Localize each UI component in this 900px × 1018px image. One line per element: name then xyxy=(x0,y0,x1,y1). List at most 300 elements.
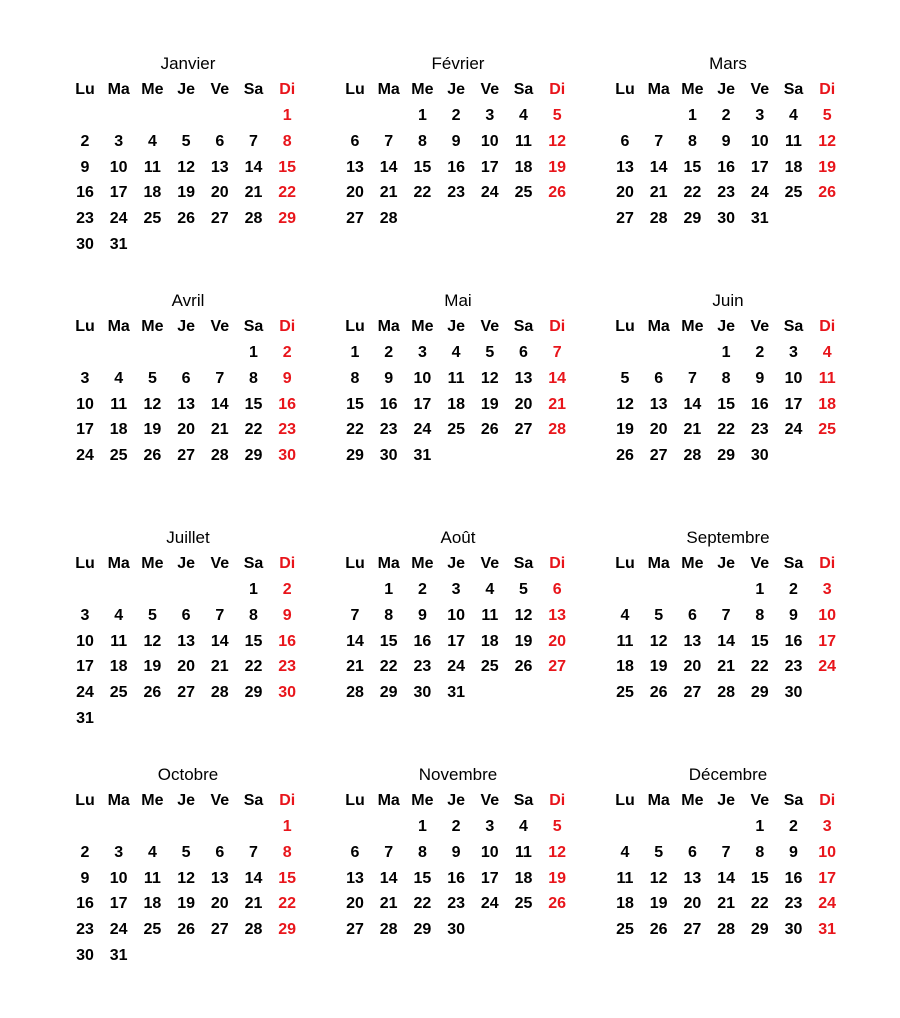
day-cell: 8 xyxy=(417,843,427,861)
day-cell: 3 xyxy=(485,107,495,124)
day-cell: 31 xyxy=(76,710,94,727)
day-cell: 8 xyxy=(350,369,360,387)
day-cell: 21 xyxy=(346,658,364,676)
weekday-label: Me xyxy=(141,555,164,572)
day-cell: 7 xyxy=(384,132,394,150)
day-cell: 1 xyxy=(249,344,258,361)
day-cell: 21 xyxy=(210,421,229,439)
day-cell: 5 xyxy=(485,344,495,361)
day-cell: 26 xyxy=(143,447,162,465)
day-cell-sunday: 7 xyxy=(552,344,562,361)
day-cell: 28 xyxy=(717,921,735,939)
day-cell: 10 xyxy=(480,843,499,861)
month-title: Mai xyxy=(444,291,472,310)
weekday-label: Me xyxy=(411,318,434,335)
day-cell: 26 xyxy=(177,210,195,228)
weekday-label: Me xyxy=(681,555,704,572)
day-cell: 27 xyxy=(616,210,634,228)
day-cell: 2 xyxy=(451,107,461,124)
day-cell: 24 xyxy=(784,421,803,439)
day-cell: 2 xyxy=(789,818,798,835)
day-cell: 4 xyxy=(114,369,124,387)
day-cell: 29 xyxy=(750,684,769,702)
day-cell: 6 xyxy=(350,132,360,150)
weekday-label: Di xyxy=(549,81,566,98)
weekday-label: Ve xyxy=(480,555,500,572)
day-cell: 19 xyxy=(177,895,195,913)
day-cell: 15 xyxy=(244,632,263,650)
day-cell: 5 xyxy=(181,132,191,150)
weekday-label: Ve xyxy=(750,318,770,335)
day-cell: 25 xyxy=(616,921,634,939)
weekday-label: Ma xyxy=(647,81,670,98)
day-cell: 19 xyxy=(649,895,668,913)
day-cell-sunday: 15 xyxy=(278,869,297,887)
weekday-label: Ma xyxy=(107,81,130,98)
day-cell: 13 xyxy=(177,395,195,413)
day-cell: 5 xyxy=(620,369,630,387)
day-cell: 13 xyxy=(683,632,702,650)
weekday-label: Je xyxy=(447,318,465,335)
day-cell: 10 xyxy=(76,632,94,650)
weekday-label: Di xyxy=(819,555,836,572)
day-cell-sunday: 5 xyxy=(552,107,562,124)
day-cell: 3 xyxy=(80,606,90,624)
day-cell: 23 xyxy=(784,895,803,913)
weekday-label: Ma xyxy=(377,792,400,809)
month-title: Août xyxy=(440,528,476,547)
day-cell: 9 xyxy=(80,158,90,176)
weekday-label: Ma xyxy=(107,555,130,572)
day-cell: 31 xyxy=(750,210,769,228)
weekday-label: Sa xyxy=(513,81,534,98)
day-cell-sunday: 6 xyxy=(552,581,562,598)
month-title: Novembre xyxy=(418,765,498,784)
weekday-label: Je xyxy=(447,792,465,809)
day-cell: 19 xyxy=(616,421,634,439)
weekday-label: Sa xyxy=(783,555,804,572)
weekday-label: Je xyxy=(717,81,735,98)
day-cell: 29 xyxy=(750,921,769,939)
weekday-label: Me xyxy=(681,81,704,98)
day-cell: 4 xyxy=(789,107,798,124)
day-cell-sunday: 22 xyxy=(278,184,297,202)
day-cell-sunday: 3 xyxy=(822,818,832,835)
day-cell-sunday: 23 xyxy=(278,421,297,439)
day-cell: 28 xyxy=(379,921,398,939)
day-cell: 26 xyxy=(143,684,162,702)
day-cell: 24 xyxy=(413,421,432,439)
weekday-label: Je xyxy=(717,792,735,809)
day-cell: 12 xyxy=(143,395,162,413)
day-cell: 7 xyxy=(249,132,258,150)
day-cell: 30 xyxy=(76,947,94,964)
day-cell: 5 xyxy=(147,369,157,387)
day-cell: 26 xyxy=(177,921,195,939)
day-cell: 26 xyxy=(616,447,634,465)
day-cell: 13 xyxy=(210,869,229,887)
weekday-label: Ve xyxy=(480,792,500,809)
day-cell: 29 xyxy=(346,447,364,465)
day-cell: 20 xyxy=(683,895,702,913)
month-title: Février xyxy=(431,54,485,73)
day-cell: 11 xyxy=(616,632,634,650)
day-cell: 4 xyxy=(485,581,495,598)
weekday-label: Je xyxy=(447,81,465,98)
day-cell: 16 xyxy=(379,395,398,413)
day-cell: 29 xyxy=(413,921,432,939)
day-cell: 18 xyxy=(784,158,803,176)
day-cell: 21 xyxy=(210,658,229,676)
day-cell-sunday: 25 xyxy=(818,421,837,439)
day-cell: 29 xyxy=(379,684,398,702)
weekday-label: Ve xyxy=(210,792,230,809)
day-cell: 23 xyxy=(76,921,94,939)
day-cell: 26 xyxy=(480,421,499,439)
day-cell: 9 xyxy=(80,869,90,887)
day-cell: 16 xyxy=(784,632,803,650)
day-cell: 15 xyxy=(413,869,432,887)
day-cell-sunday: 9 xyxy=(282,606,292,624)
day-cell-sunday: 10 xyxy=(818,843,837,861)
day-cell: 27 xyxy=(683,921,702,939)
day-cell: 21 xyxy=(717,658,735,676)
day-cell-sunday: 20 xyxy=(548,632,567,650)
day-cell: 7 xyxy=(721,843,731,861)
weekday-label: Lu xyxy=(345,318,365,335)
day-cell: 15 xyxy=(683,158,702,176)
day-cell: 26 xyxy=(514,658,533,676)
weekday-label: Lu xyxy=(75,81,95,98)
weekday-label: Me xyxy=(681,318,704,335)
day-cell: 30 xyxy=(750,447,769,465)
day-cell: 30 xyxy=(379,447,398,465)
day-cell: 22 xyxy=(413,184,432,202)
day-cell: 13 xyxy=(346,869,364,887)
weekday-label: Sa xyxy=(513,792,534,809)
weekday-label: Je xyxy=(177,792,195,809)
day-cell: 20 xyxy=(649,421,668,439)
day-cell: 13 xyxy=(346,158,364,176)
day-cell: 22 xyxy=(750,658,769,676)
day-cell-sunday: 9 xyxy=(282,369,292,387)
weekday-label: Je xyxy=(177,81,195,98)
day-cell: 12 xyxy=(649,869,668,887)
day-cell: 9 xyxy=(721,132,731,150)
day-cell: 13 xyxy=(616,158,634,176)
weekday-label: Ma xyxy=(647,555,670,572)
day-cell-sunday: 8 xyxy=(282,132,292,150)
day-cell-sunday: 28 xyxy=(548,421,567,439)
day-cell: 28 xyxy=(244,210,263,228)
day-cell: 15 xyxy=(750,869,769,887)
day-cell: 21 xyxy=(649,184,668,202)
day-cell: 1 xyxy=(350,344,360,361)
day-cell: 8 xyxy=(417,132,427,150)
month-title: Janvier xyxy=(160,54,216,73)
weekday-label: Lu xyxy=(75,555,95,572)
day-cell: 7 xyxy=(654,132,664,150)
weekday-label: Di xyxy=(279,792,296,809)
day-cell-sunday: 30 xyxy=(278,684,297,702)
weekday-label: Me xyxy=(681,792,704,809)
day-cell: 3 xyxy=(451,581,461,598)
day-cell: 2 xyxy=(721,107,731,124)
day-cell: 6 xyxy=(687,606,697,624)
day-cell: 17 xyxy=(750,158,769,176)
day-cell: 9 xyxy=(789,843,798,861)
day-cell: 16 xyxy=(76,895,94,913)
weekday-label: Ve xyxy=(210,555,230,572)
day-cell: 6 xyxy=(215,843,225,861)
day-cell: 11 xyxy=(515,132,532,150)
day-cell: 1 xyxy=(687,107,697,124)
day-cell: 28 xyxy=(210,684,229,702)
day-cell-sunday: 27 xyxy=(548,658,567,676)
day-cell: 19 xyxy=(177,184,195,202)
day-cell: 20 xyxy=(210,184,229,202)
day-cell: 7 xyxy=(687,369,697,387)
day-cell: 9 xyxy=(451,132,461,150)
day-cell: 7 xyxy=(350,606,360,624)
day-cell: 14 xyxy=(683,395,702,413)
day-cell-sunday: 22 xyxy=(278,895,297,913)
day-cell: 28 xyxy=(649,210,668,228)
weekday-label: Lu xyxy=(615,792,635,809)
day-cell: 10 xyxy=(447,606,465,624)
month-title: Décembre xyxy=(688,765,768,784)
day-cell: 6 xyxy=(519,344,528,361)
day-cell: 14 xyxy=(244,158,263,176)
day-cell-sunday: 31 xyxy=(818,921,837,939)
day-cell: 20 xyxy=(683,658,702,676)
month-title: Avril xyxy=(171,291,205,310)
day-cell: 1 xyxy=(755,581,765,598)
day-cell: 11 xyxy=(785,132,802,150)
day-cell: 16 xyxy=(447,158,465,176)
day-cell: 11 xyxy=(110,395,128,413)
day-cell: 6 xyxy=(654,369,664,387)
day-cell: 15 xyxy=(379,632,398,650)
day-cell-sunday: 23 xyxy=(278,658,297,676)
day-cell: 7 xyxy=(721,606,731,624)
day-cell: 25 xyxy=(514,895,533,913)
day-cell: 29 xyxy=(244,447,263,465)
weekday-label: Sa xyxy=(243,318,264,335)
day-cell: 1 xyxy=(755,818,765,835)
day-cell: 19 xyxy=(143,658,162,676)
day-cell: 23 xyxy=(447,184,465,202)
weekday-label: Ve xyxy=(210,81,230,98)
day-cell-sunday: 19 xyxy=(548,869,567,887)
day-cell: 10 xyxy=(480,132,499,150)
day-cell: 22 xyxy=(379,658,398,676)
day-cell: 10 xyxy=(784,369,803,387)
day-cell: 12 xyxy=(514,606,533,624)
day-cell: 13 xyxy=(514,369,533,387)
day-cell: 28 xyxy=(379,210,398,228)
day-cell-sunday: 24 xyxy=(818,658,837,676)
day-cell: 16 xyxy=(76,184,94,202)
day-cell: 27 xyxy=(210,210,229,228)
day-cell-sunday: 14 xyxy=(548,369,567,387)
day-cell: 25 xyxy=(143,210,162,228)
day-cell: 3 xyxy=(417,344,427,361)
day-cell: 8 xyxy=(249,606,258,624)
day-cell: 8 xyxy=(687,132,697,150)
day-cell: 3 xyxy=(485,818,495,835)
day-cell: 14 xyxy=(210,395,229,413)
day-cell: 17 xyxy=(109,895,128,913)
day-cell: 12 xyxy=(177,158,195,176)
day-cell: 26 xyxy=(649,684,668,702)
day-cell: 17 xyxy=(413,395,432,413)
day-cell: 4 xyxy=(147,132,157,150)
day-cell: 25 xyxy=(514,184,533,202)
day-cell: 9 xyxy=(451,843,461,861)
day-cell: 27 xyxy=(177,684,195,702)
day-cell-sunday: 19 xyxy=(548,158,567,176)
day-cell: 9 xyxy=(417,606,427,624)
day-cell: 30 xyxy=(413,684,432,702)
day-cell: 20 xyxy=(177,658,195,676)
day-cell: 4 xyxy=(519,818,528,835)
day-cell: 23 xyxy=(750,421,769,439)
day-cell: 2 xyxy=(451,818,461,835)
day-cell: 18 xyxy=(143,184,162,202)
day-cell-sunday: 18 xyxy=(818,395,837,413)
day-cell: 3 xyxy=(80,369,90,387)
day-cell: 31 xyxy=(109,236,128,253)
weekday-label: Me xyxy=(411,555,434,572)
weekday-label: Sa xyxy=(783,792,804,809)
day-cell: 6 xyxy=(350,843,360,861)
day-cell-sunday: 1 xyxy=(282,818,292,835)
day-cell: 21 xyxy=(379,184,398,202)
day-cell: 18 xyxy=(616,658,634,676)
day-cell: 27 xyxy=(683,684,702,702)
weekday-label: Di xyxy=(279,555,296,572)
weekday-label: Lu xyxy=(75,318,95,335)
day-cell: 10 xyxy=(750,132,769,150)
day-cell: 14 xyxy=(379,158,398,176)
day-cell: 21 xyxy=(379,895,398,913)
day-cell: 21 xyxy=(717,895,735,913)
day-cell: 3 xyxy=(114,132,124,150)
day-cell: 16 xyxy=(413,632,432,650)
day-cell: 4 xyxy=(519,107,528,124)
day-cell: 11 xyxy=(447,369,465,387)
day-cell: 7 xyxy=(215,369,225,387)
day-cell: 24 xyxy=(447,658,465,676)
day-cell: 8 xyxy=(384,606,394,624)
day-cell: 17 xyxy=(784,395,803,413)
day-cell: 3 xyxy=(114,843,124,861)
day-cell: 21 xyxy=(683,421,702,439)
day-cell: 16 xyxy=(784,869,803,887)
day-cell: 25 xyxy=(109,447,128,465)
day-cell: 24 xyxy=(76,684,94,702)
day-cell: 4 xyxy=(451,344,461,361)
day-cell-sunday: 12 xyxy=(548,132,567,150)
day-cell-sunday: 5 xyxy=(552,818,562,835)
day-cell: 2 xyxy=(384,344,394,361)
weekday-label: Je xyxy=(717,555,735,572)
weekday-label: Me xyxy=(141,792,164,809)
day-cell: 17 xyxy=(480,869,499,887)
day-cell: 18 xyxy=(447,395,465,413)
day-cell: 14 xyxy=(210,632,229,650)
day-cell-sunday: 29 xyxy=(278,921,297,939)
day-cell: 25 xyxy=(616,684,634,702)
day-cell: 24 xyxy=(750,184,769,202)
weekday-label: Sa xyxy=(783,318,804,335)
day-cell: 7 xyxy=(384,843,394,861)
day-cell: 7 xyxy=(215,606,225,624)
day-cell: 1 xyxy=(417,818,427,835)
weekday-label: Je xyxy=(447,555,465,572)
day-cell: 15 xyxy=(346,395,364,413)
weekday-label: Ve xyxy=(750,792,770,809)
day-cell: 13 xyxy=(210,158,229,176)
day-cell: 12 xyxy=(649,632,668,650)
weekday-label: Sa xyxy=(783,81,804,98)
day-cell: 9 xyxy=(755,369,765,387)
day-cell: 8 xyxy=(755,606,765,624)
day-cell: 30 xyxy=(447,921,465,939)
day-cell: 30 xyxy=(717,210,735,228)
day-cell: 10 xyxy=(109,158,128,176)
weekday-label: Lu xyxy=(615,318,635,335)
weekday-label: Sa xyxy=(243,792,264,809)
day-cell: 14 xyxy=(346,632,364,650)
day-cell: 19 xyxy=(480,395,499,413)
day-cell: 22 xyxy=(683,184,702,202)
day-cell: 12 xyxy=(143,632,162,650)
day-cell-sunday: 26 xyxy=(548,184,567,202)
weekday-label: Ma xyxy=(107,792,130,809)
day-cell: 10 xyxy=(109,869,128,887)
day-cell: 15 xyxy=(717,395,735,413)
day-cell: 11 xyxy=(481,606,499,624)
day-cell: 25 xyxy=(447,421,465,439)
weekday-label: Sa xyxy=(513,318,534,335)
day-cell: 3 xyxy=(755,107,765,124)
day-cell: 23 xyxy=(717,184,735,202)
day-cell: 27 xyxy=(346,921,364,939)
weekday-label: Me xyxy=(141,81,164,98)
weekday-label: Di xyxy=(819,792,836,809)
weekday-label: Ma xyxy=(107,318,130,335)
day-cell: 5 xyxy=(181,843,191,861)
day-cell: 25 xyxy=(480,658,499,676)
day-cell: 16 xyxy=(717,158,735,176)
day-cell: 24 xyxy=(109,210,128,228)
day-cell: 31 xyxy=(413,447,432,465)
weekday-label: Sa xyxy=(243,555,264,572)
day-cell: 4 xyxy=(620,606,630,624)
day-cell-sunday: 8 xyxy=(282,843,292,861)
day-cell: 9 xyxy=(384,369,394,387)
day-cell-sunday: 17 xyxy=(818,632,837,650)
weekday-label: Di xyxy=(549,792,566,809)
day-cell: 6 xyxy=(181,369,191,387)
weekday-label: Me xyxy=(411,792,434,809)
day-cell: 8 xyxy=(755,843,765,861)
day-cell: 14 xyxy=(649,158,668,176)
day-cell: 1 xyxy=(417,107,427,124)
day-cell: 27 xyxy=(346,210,364,228)
